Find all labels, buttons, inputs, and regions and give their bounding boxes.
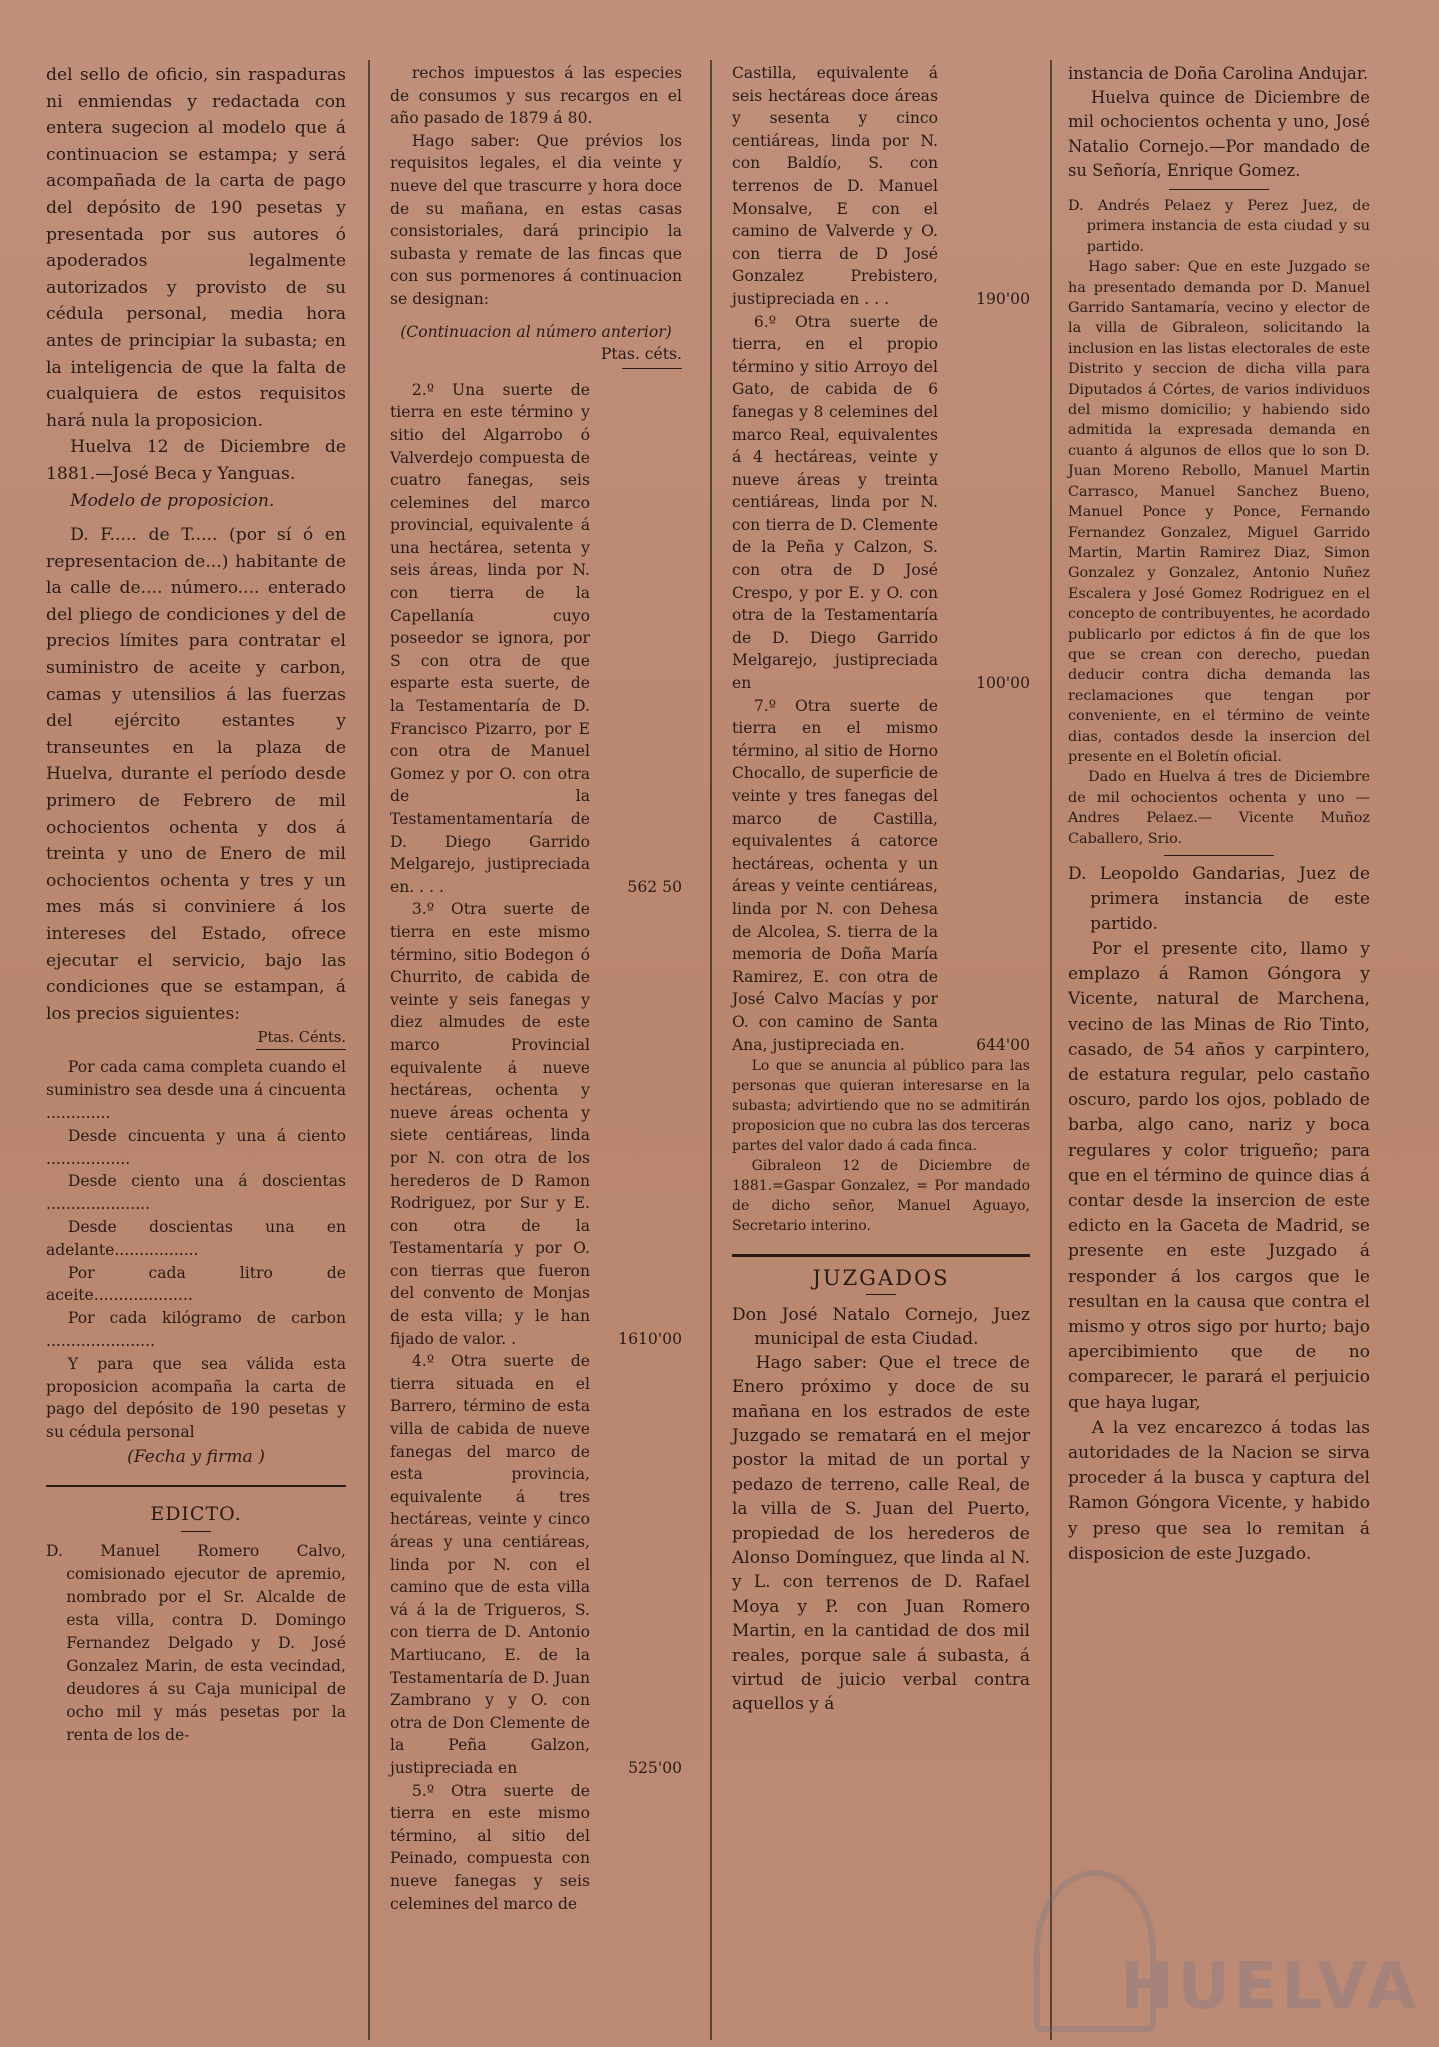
column-rule (710, 60, 712, 2040)
column-rule (368, 60, 370, 2040)
signature: Dado en Huelva á tres de Diciembre de mil ochocientos ochenta y uno — Andres Pelaez.— Vicente Muñoz Caballero, Srio. (1068, 769, 1370, 847)
price-item: Desde doscientas una en adelante................. (46, 1217, 346, 1259)
price-item: Por cada litro de aceite.................... (46, 1263, 346, 1305)
lot-text: 3.º Otra suerte de tierra en este mismo término, sitio Bodegon ó Churrito, de cabida de veinte y seis fanegas y diez almudes de este marco Provincial equivalente á nueve hectáreas, ochenta y nueve áreas ochenta y siete centiáreas, linda por N. con otra de los herederos de D Ramon Rodriguez, por Sur y E. con otra de la Testamentaría y por O. con tierras que fueron del convento de Monjas de esta villa; y le han fijado de valor. . (390, 900, 590, 1348)
column-1 (46, 62, 346, 1747)
notice-body: Hago saber: Que el trece de Enero próximo y doce de su mañana en los estrados de este Juzgado se rematará en el mejor postor la mitad de un portal y pedazo de terreno, calle Real, de la villa de S. Juan del Puerto, propiedad de los herederos de Alonso Domínguez, que linda al N. y L. con terrenos de D. Rafael Moya y P. con Juan Romero Martin, en la cantidad de dos mil reales, porque sale á subasta, á virtud de juicio verbal contra aquellos y á (732, 1352, 1030, 1715)
lot-price: 1610'00 (618, 1329, 682, 1348)
lot-price: 190'00 (976, 289, 1030, 308)
lot-price: 562 50 (627, 877, 682, 896)
notice-heading: D. Leopoldo Gandarias, Juez de primera instancia de este partido. (1068, 864, 1370, 935)
auction-note: Lo que se anuncia al público para las personas que quieran interesarse en la subasta; advirtiendo que no se admitirán proposicion que no cubra las dos terceras partes del valor dado á cada finca. (732, 1058, 1030, 1155)
lot-text: Castilla, equivalente á seis hectáreas doce áreas y sesenta y cinco centiáreas, linda por N. con Baldío, S. con terrenos de D. Manuel Monsalve, E con el camino de Valverde y O. con tierra de D José Gonzalez Prebistero, justipreciada en . . . (732, 64, 938, 308)
signature-placeholder: (Fecha y firma ) (127, 1446, 265, 1467)
notice-heading: Don José Natalo Cornejo, Juez municipal de esta Ciudad. (732, 1304, 1030, 1349)
price-item: Por cada kilógramo de carbon ...................... (46, 1309, 346, 1350)
continuation-note: (Continuacion al número anterior) (400, 322, 672, 341)
lot-entry (390, 1350, 682, 1779)
archive-watermark (1030, 1840, 1420, 2030)
column-4 (1068, 62, 1370, 1567)
paragraph: Hago saber: Que prévios los requisitos legales, el dia veinte y nueve del que trascurre y hora doce de su mañana, en estas casas consistoriales, dará principio la subasta y remate de las fincas que con sus pormenores á continuacion se designan: (390, 131, 682, 308)
price-column-header: Ptas. Cénts. (257, 1029, 346, 1047)
lot-text: 7.º Otra suerte de tierra en el mismo término, al sitio de Horno Chocallo, de superficie de veinte y tres fanegas del marco de Castilla, equivalentes á catorce hectáreas, ochenta y un áreas y veinte centiáreas, linda por N. con Dehesa de Alcolea, S. tierra de la memoria de Doña María Ramirez, E. con otra de José Calvo Macías y por O. con camino de Santa Ana, justipreciada en. (732, 696, 938, 1054)
lot-text: 6.º Otra suerte de tierra, en el propio término y sitio Arroyo del Gato, de cabida de 6 fanegas y 8 celemines del marco Real, equivalentes á 4 hectáreas, veinte y nueve áreas y treinta centiáreas, linda por N. con tierra de D. Clemente de la Peña y Calzon, S. con otra de D José Crespo, y por E. y O. con otra de la Testamentaría de D. Diego Garrido Melgarejo, justipreciada en (732, 312, 938, 693)
lot-entry (732, 62, 1030, 311)
price-item: Por cada cama completa cuando el suministro sea desde una á cincuenta ............. (46, 1058, 346, 1122)
notice-heading: D. Andrés Pelaez y Perez Juez, de primera instancia de esta ciudad y su partido. (1068, 198, 1370, 255)
column-3 (732, 62, 1030, 1717)
lot-entry (732, 311, 1030, 695)
paragraph: del sello de oficio, sin raspaduras ni enmiendas y redactada con entera sugecion al modelo que á continuacion se estampa; y será acompañada de la carta de pago del depósito de 190 pesetas y presentada por sus autores ó apoderados legalmente autorizados y provisto de su cédula personal, media hora antes de principiar la subasta; en la inteligencia de que la falta de cualquiera de estos requisitos hará nula la proposicion. (46, 65, 346, 431)
divider (866, 1294, 896, 1295)
divider (1169, 189, 1269, 190)
paragraph: rechos impuestos á las especies de consumos y sus recargos en el año pasado de 1879 á 80. (390, 64, 682, 128)
paragraph: Y para que sea válida esta proposicion acompaña la carta de pago del depósito de 190 pesetas y su cédula personal (46, 1354, 346, 1442)
divider (181, 1531, 211, 1532)
signature: Gibraleon 12 de Diciembre de 1881.=Gaspar Gonzalez, = Por mandado de dicho señor, Manuel Aguayo, Secretario interino. (732, 1158, 1030, 1235)
price-item: Desde cincuenta y una á ciento ................. (46, 1126, 346, 1168)
notice-body: Hago saber: Que en este Juzgado se ha presentado demanda por D. Manuel Garrido Santamaría, vecino y elector de la villa de Gibraleon, solicitando la inclusion en las listas electorales de este Distrito y seccion de dicha villa para Diputados á Córtes, de varios individuos del mismo domicilio; y habiendo sido admitida la expresada demanda en cuanto á algunos de ellos que lo son D. Juan Moreno Rebollo, Manuel Martin Carrasco, Manuel Sanchez Bueno, Manuel Ponce y Ponce, Fernando Fernandez Gonzalez, Miguel Garrido Martin, Martin Ramirez Diaz, Simon Gonzalez y Gonzalez, Antonio Nuñez Escalera y José Gomez Rodriguez en el concepto de contribuyentes, he acordado publicarlo por edictos á fin de que los que se crean con derecho, puedan deducir contra dicha demanda las reclamaciones que tengan por conveniente, en el término de veinte dias, contados desde la insercion del presente en el Boletín oficial. (1068, 259, 1370, 765)
price-item: Desde ciento una á doscientas ..................... (46, 1172, 346, 1214)
divider (732, 1254, 1030, 1257)
lot-price: 525'00 (628, 1758, 682, 1777)
lot-text: 5.º Otra suerte de tierra en este mismo término, al sitio del Peinado, compuesta con nueve fanegas y seis celemines del marco de (390, 1781, 590, 1913)
divider (46, 1485, 346, 1487)
edict-text: D. Manuel Romero Calvo, comisionado ejecutor de apremio, nombrado por el Sr. Alcalde de esta villa, contra D. Domingo Fernandez Delgado y D. José Gonzalez Marin, de esta vecindad, deudores á su Caja municipal de ocho mil y más pesetas por la renta de los de- (46, 1542, 346, 1745)
price-column-header: Ptas. céts. (600, 345, 682, 364)
lot-entry (390, 898, 682, 1350)
section-title: JUZGADOS (812, 1266, 950, 1291)
paragraph-signature: Huelva quince de Diciembre de mil ochocientos ochenta y uno, José Natalio Cornejo.—Por mandado de su Señoría, Enrique Gomez. (1068, 88, 1370, 180)
watermark-text: HUELVA (1120, 1950, 1420, 2024)
column-rule (1050, 60, 1052, 2040)
divider (622, 368, 682, 369)
notice-body: A la vez encarezco á todas las autoridades de la Nacion se sirva proceder á la busca y captura del Ramon Góngora Vicente, y habido y preso que sea lo remitan á disposicion de este Juzgado. (1068, 1417, 1370, 1564)
lot-entry (390, 379, 682, 899)
section-title: EDICTO. (150, 1502, 242, 1525)
paragraph: instancia de Doña Carolina Andujar. (1068, 64, 1369, 83)
lot-entry (732, 695, 1030, 1057)
divider (256, 1049, 346, 1050)
lot-text: 4.º Otra suerte de tierra situada en el Barrero, término de esta villa de cabida de nueve fanegas del marco de esta provincia, equivalente á tres hectáreas, veinte y cinco áreas y una centiáreas, linda por N. con el camino que de esta villa vá á la de Trigueros, S. con tierra de D. Antonio Martiucano, E. de la Testamentaría de D. Juan Zambrano y y O. con otra de Don Clemente de la Peña Galzon, justipreciada en (390, 1352, 590, 1777)
model-title: Modelo de proposicion. (70, 490, 275, 511)
divider (1164, 855, 1274, 856)
column-2 (390, 62, 682, 1915)
notice-body: Por el presente cito, llamo y emplazo á Ramon Góngora y Vicente, natural de Marchena, vecino de las Minas de Rio Tinto, casado, de 54 años y carpintero, de estatura regular, pelo castaño oscuro, pardo los ojos, poblado de barba, algo cano, nariz y boca regulares y color trigueño; para que en el término de quince dias á contar desde la insercion de este edicto en la Gaceta de Madrid, se presente en este Juzgado á responder á los cargos que le resultan en la causa que contra el mismo y otros sigo por hurto; bajo apercibimiento que de no comparecer, le parará el perjuicio que haya lugar, (1068, 939, 1370, 1413)
lot-entry (390, 1780, 682, 1916)
lot-price: 644'00 (976, 1035, 1030, 1054)
paragraph: D. F..... de T..... (por sí ó en representacion de...) habitante de la calle de.... número.... enterado del pliego de condiciones y del de precios límites para contratar el suministro de aceite y carbon, camas y utensilios á las fuerzas del ejército estantes y transeuntes en la plaza de Huelva, durante el período desde primero de Febrero de mil ochocientos ochenta y dos á treinta y uno de Enero de mil ochocientos ochenta y tres y un mes más si conviniere á los intereses del Estado, ofrece ejecutar el servicio, bajo las condiciones que se estampan, á los precios siguientes: (46, 525, 346, 1024)
paragraph-signature: Huelva 12 de Diciembre de 1881.—José Beca y Yanguas. (46, 437, 346, 484)
lot-text: 2.º Una suerte de tierra en este término y sitio del Algarrobo ó Valverdejo compuesta de cuatro fanegas, seis celemines del marco provincial, equivalente á una hectárea, setenta y seis áreas, linda por N. con tierra de la Capellanía cuyo poseedor se ignora, por S con otra de que esparte esta suerte, de la Testamentaría de D. Francisco Pizarro, por E con otra de Manuel Gomez y por O. con otra de la Testamentamentaría de D. Diego Garrido Melgarejo, justipreciada en. . . . (390, 380, 590, 896)
lot-price: 100'00 (976, 674, 1030, 693)
